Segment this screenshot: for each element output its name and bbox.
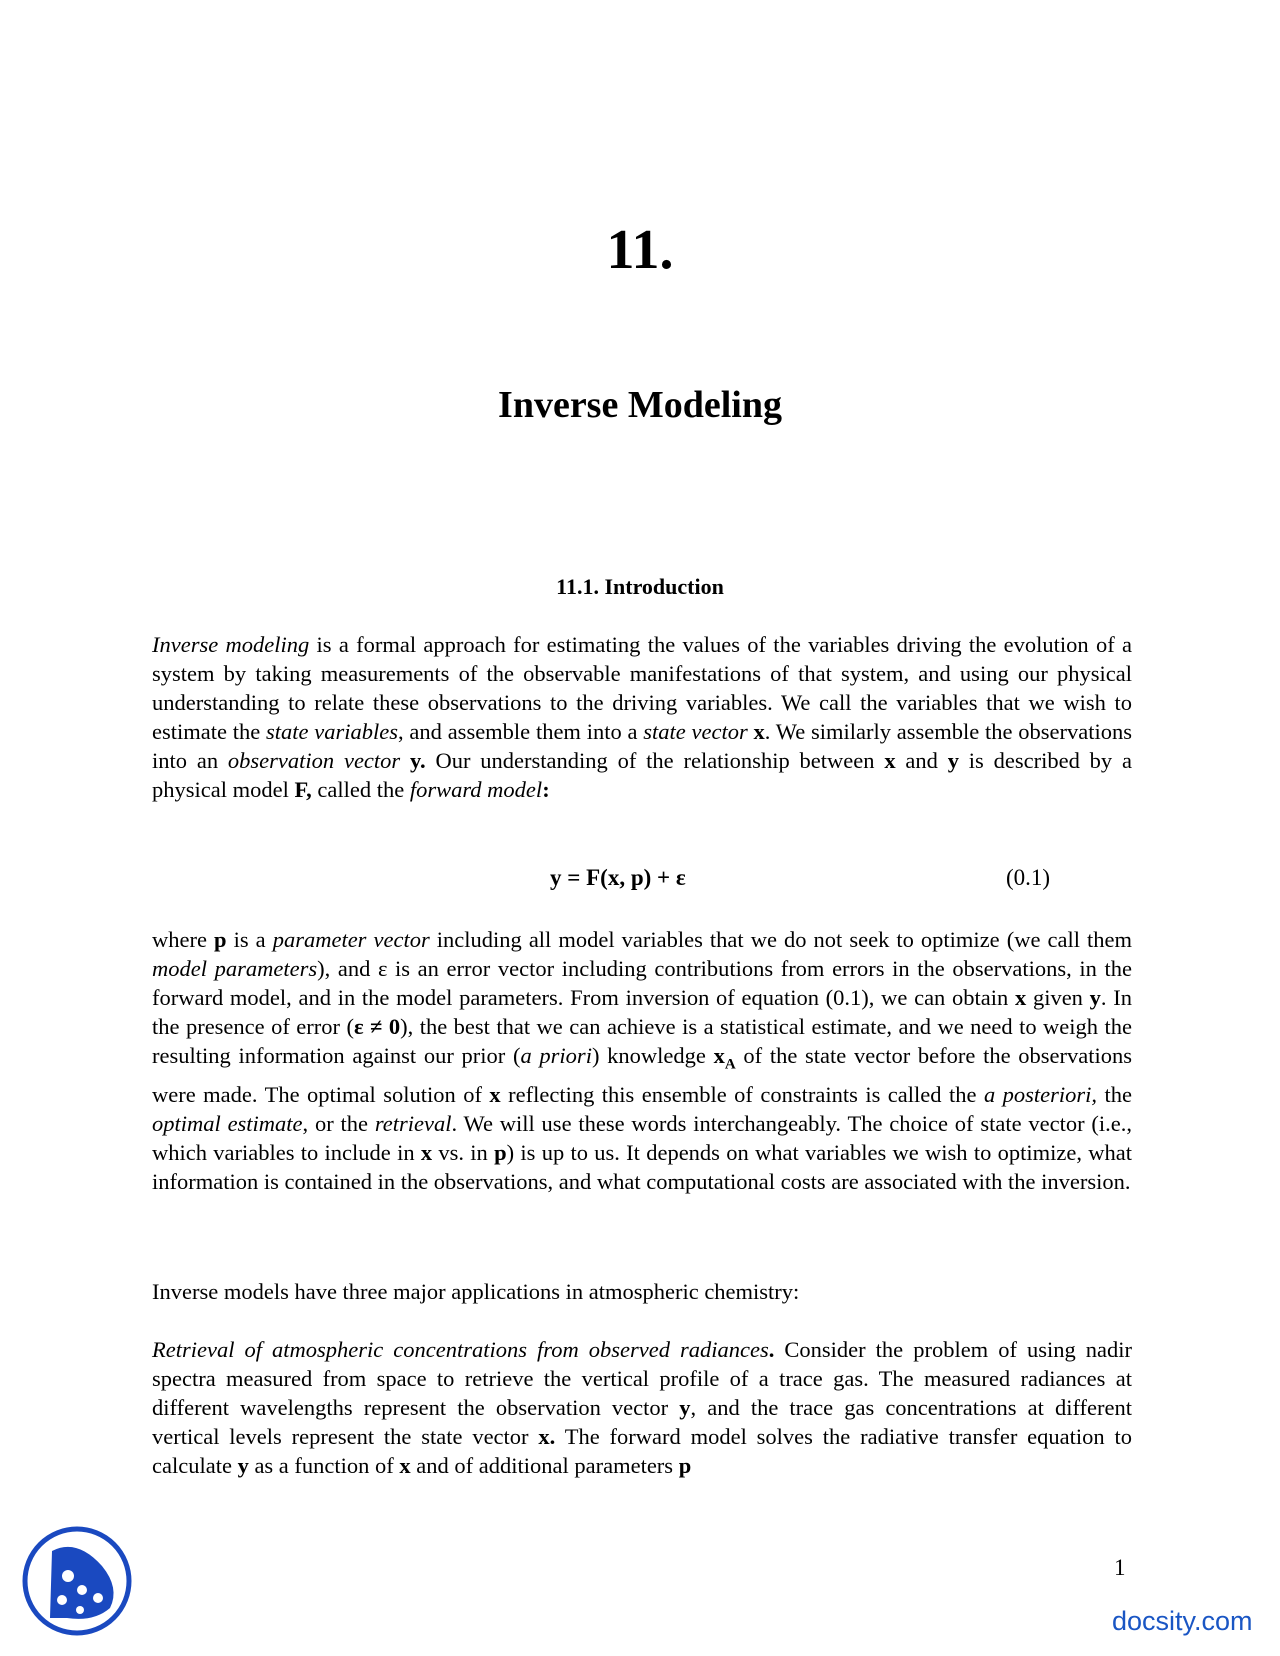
symbol-x: x — [420, 1139, 433, 1165]
term-state-variables: state variables — [266, 719, 399, 744]
logo-dot — [62, 1570, 74, 1582]
term-parameter-vector: parameter vector — [272, 927, 430, 952]
symbol-x: x — [884, 748, 896, 773]
term-model-parameters: model parameters — [152, 956, 318, 981]
symbol-x: x — [753, 719, 765, 744]
symbol-p: p — [214, 927, 227, 952]
term-inverse-modeling: Inverse modeling — [152, 632, 310, 657]
chapter-number: 11. — [606, 219, 674, 281]
section-heading: 11.1. Introduction — [556, 574, 724, 599]
docsity-watermark-link[interactable]: docsity.com — [1112, 1606, 1253, 1636]
second-paragraph: where p is a parameter vector including all model variables that we do not seek to optimize (we call them model parameters), and ε is an error vector including contributions from errors in the observations, in the forward model, and in the model parameters. From inversion of equation (0.1), we can obtain x given y. In the presence of error (ε ≠ 0), the best that we can achieve is a statistical estimate, and we need to weigh the resulting information against our prior (a priori) knowledge $x_A$ of the state vector before the observations were made. The optimal solution of x reflecting this ensemble of constraints is called the a posteriori, the optimal estimate, or the retrieval. We will use these words interchangeably. The choice of state vector (i.e., which variables to include in x vs. in p) is up to us. It depends on what variables we wish to optimize, what information is contained in the observations, and what computational costs are associated with the inversion. — [152, 927, 1133, 1194]
term-retrieval: retrieval — [374, 1110, 452, 1136]
logo-dot — [93, 1593, 103, 1603]
symbol-x: x — [399, 1453, 411, 1478]
intro-paragraph: Inverse modeling is a formal approach for estimating the values of the variables driving the evolution of a system by taking measurements of the observable manifestations of that system, and using our physical understanding to relate these observations to the driving variables. We call the variables that we wish to estimate the state variables, and assemble them into a state vector x. We similarly assemble the observations into an observation vector y. Our understanding of the relationship between x and y is described by a physical model F, called the forward model: — [152, 632, 1133, 802]
symbol-p: p — [494, 1139, 507, 1165]
chapter-title: Inverse Modeling — [498, 384, 782, 426]
docsity-logo-icon[interactable] — [22, 1526, 132, 1636]
symbol-xA: $x_A$ — [713, 1043, 736, 1073]
logo-dot — [57, 1595, 67, 1605]
term-optimal-estimate: optimal estimate — [152, 1110, 303, 1136]
symbol-y: y — [237, 1453, 249, 1478]
equation-label: (0.1) — [1006, 865, 1051, 890]
symbol-x: x — [489, 1081, 501, 1107]
term-forward-model: forward model — [409, 777, 543, 802]
logo-dot — [76, 1606, 84, 1614]
symbol-F: F, — [294, 777, 312, 802]
term-a-posteriori: a posteriori, — [983, 1081, 1098, 1107]
term-observation-vector: observation vector — [227, 748, 401, 773]
symbol-x: x — [1014, 985, 1027, 1010]
logo-dot — [77, 1585, 87, 1595]
term-state-vector: state vector — [643, 719, 748, 744]
term-a-priori: a priori — [520, 1043, 592, 1068]
error-condition: ε ≠ 0 — [353, 1014, 401, 1039]
symbol-p: p — [678, 1453, 692, 1478]
symbol-y: y. — [410, 748, 426, 773]
equation-formula: y = F(x, p) + ε — [550, 865, 686, 890]
page-number: 1 — [1114, 1555, 1126, 1580]
fourth-paragraph: Retrieval of atmospheric concentrations from observed radiances. Consider the problem of using nadir spectra measured from space to retrieve the vertical profile of a trace gas. The measured radiances at different wavelengths represent the observation vector y, and the trace gas concentrations at different vertical levels represent the state vector x. The forward model solves the radiative transfer equation to calculate y as a function of x and of additional parameters p — [152, 1337, 1133, 1478]
symbol-y: y — [947, 748, 959, 773]
equation-block — [0, 865, 1280, 895]
symbol-y: y — [1089, 985, 1101, 1010]
symbol-x: x. — [538, 1424, 556, 1449]
symbol-y: y — [679, 1395, 691, 1420]
application-heading: Retrieval of atmospheric concentrations from observed radiances — [152, 1337, 769, 1362]
third-paragraph: Inverse models have three major applications in atmospheric chemistry: — [152, 1279, 800, 1304]
